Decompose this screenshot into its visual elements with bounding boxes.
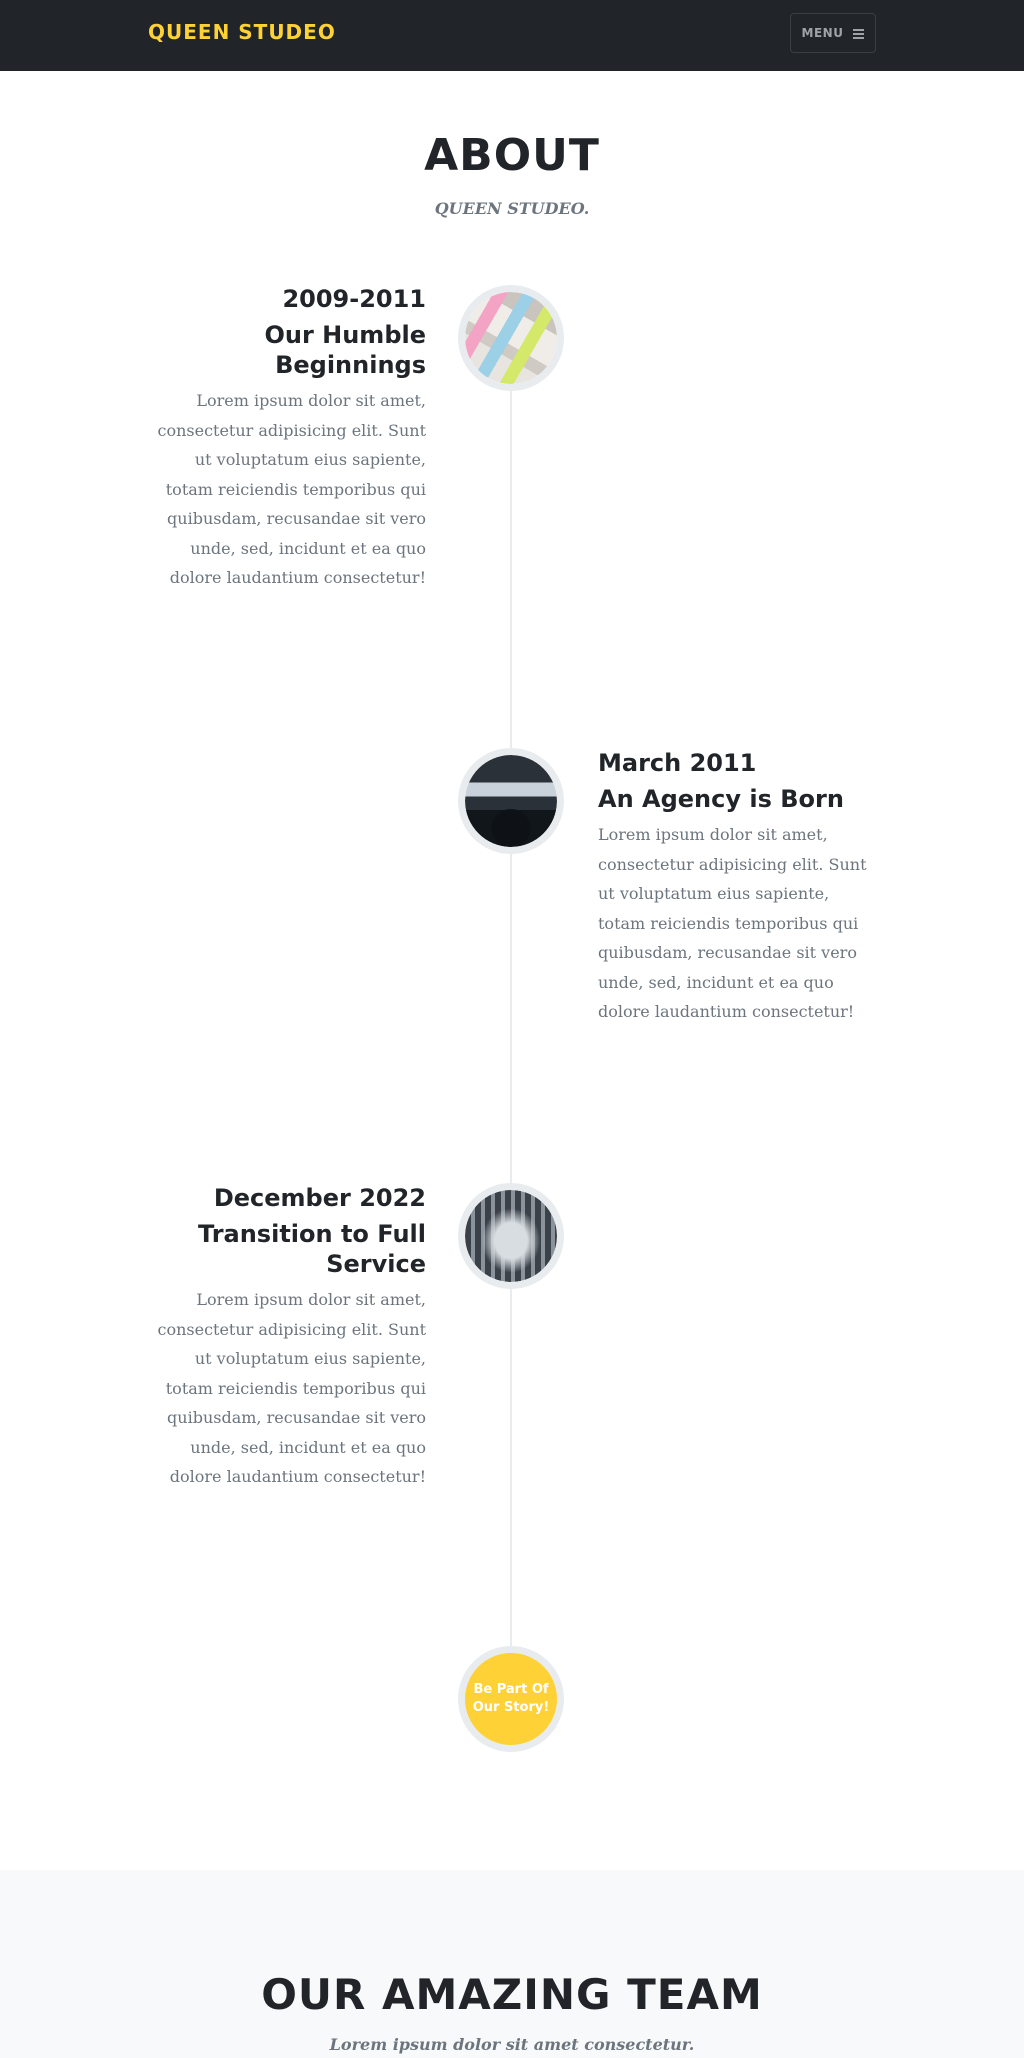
timeline-image-3	[458, 1183, 564, 1289]
team-subtitle: Lorem ipsum dolor sit amet consectetur.	[329, 2035, 695, 2054]
person-at-monitor-photo	[465, 755, 557, 847]
timeline-date: 2009-2011	[282, 285, 426, 313]
timeline-body: Lorem ipsum dolor sit amet, consectetur adipisicing elit. Sunt ut voluptatum eius sapiente, totam reiciendis temporibus qui quibusdam, recusandae sit vero unde, sed, incidunt et ea quo dolore laudantium consectetur!	[598, 825, 867, 1021]
timeline-body: Lorem ipsum dolor sit amet, consectetur adipisicing elit. Sunt ut voluptatum eius sapiente, totam reiciendis temporibus qui quibusdam, recusandae sit vero unde, sed, incidunt et ea quo dolore laudantium consectetur!	[157, 391, 426, 587]
about-subtitle: QUEEN STUDEO.	[434, 199, 590, 218]
timeline-title: Transition to Full Service	[197, 1220, 426, 1278]
timeline-title: Our Humble Beginnings	[264, 321, 426, 379]
menu-label: MENU	[801, 26, 844, 40]
hamburger-icon	[853, 29, 864, 38]
brand-logo[interactable]: QUEEN STUDEO	[148, 20, 336, 44]
navbar	[0, 0, 1024, 71]
menu-button[interactable]	[790, 13, 876, 53]
timeline-item-1	[148, 284, 426, 593]
timeline-title: An Agency is Born	[598, 785, 844, 813]
timeline-date: March 2011	[598, 749, 757, 777]
design-sketches-photo	[465, 292, 557, 384]
timeline-body: Lorem ipsum dolor sit amet, consectetur adipisicing elit. Sunt ut voluptatum eius sapiente, totam reiciendis temporibus qui quibusdam, recusandae sit vero unde, sed, incidunt et ea quo dolore laudantium consectetur!	[157, 1290, 426, 1486]
office-space-photo	[465, 1190, 557, 1282]
be-part-of-our-story-badge: Be Part Of Our Story!	[458, 1646, 564, 1752]
timeline-image-1	[458, 285, 564, 391]
team-title: OUR AMAZING TEAM	[261, 1970, 763, 2019]
timeline-date: December 2022	[213, 1184, 426, 1212]
timeline-image-2	[458, 748, 564, 854]
timeline-line	[510, 340, 512, 1690]
timeline-item-3	[148, 1183, 426, 1492]
about-title: ABOUT	[424, 130, 600, 181]
timeline-item-2	[598, 748, 876, 1027]
team-section	[0, 1870, 1024, 2058]
